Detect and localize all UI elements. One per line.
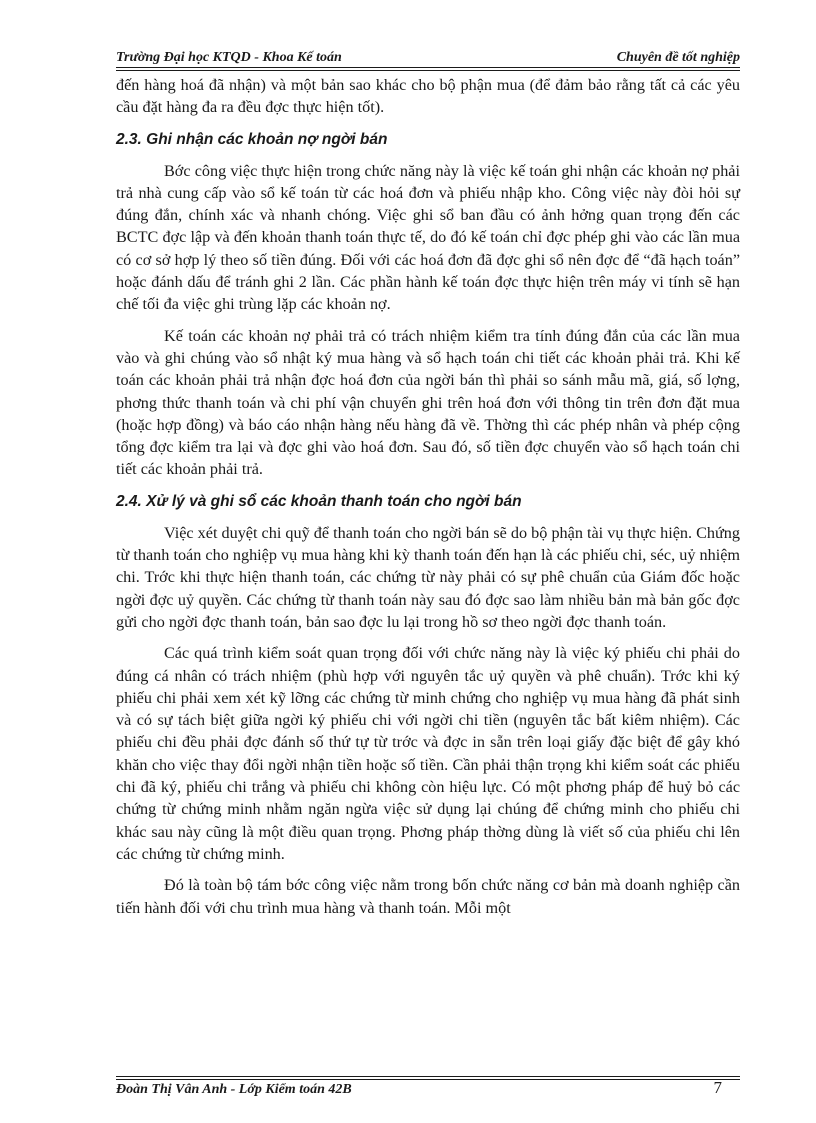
page-footer <box>116 1078 740 1104</box>
footer-rule <box>116 1076 740 1080</box>
intro-paragraph: đến hàng hoá đã nhận) và một bản sao khác cho bộ phận mua (để đảm bảo rằng tất cả các yêu cầu đặt hàng đa ra đều đợc thực hiện tốt). <box>116 76 740 117</box>
section-2-3-paragraph-1: Bớc công việc thực hiện trong chức năng này là việc kế toán ghi nhận các khoản nợ phải trả nhà cung cấp vào sổ kế toán từ các hoá đơn và phiếu nhập kho. Công việc này đòi hỏi sự đúng đắn, chính xác và nhanh chóng. Việc ghi sổ ban đầu có ảnh hởng quan trọng đến các BCTC đợc lập và đến khoản thanh toán thực tế, do đó kế toán chỉ đợc phép ghi vào các lần mua có cơ sở hợp lý theo số tiền đúng. Đối với các hoá đơn đã đợc ghi sổ nên đợc để “đã hạch toán” hoặc đánh dấu để tránh ghi 2 lần. Các phần hành kế toán đợc thực hiện trên máy vi tính sẽ hạn chế tối đa việc ghi trùng lặp các khoản nợ. <box>116 161 740 314</box>
header-school: Trường Đại học KTQD - Khoa Kế toán <box>116 50 342 65</box>
section-heading-2-4: 2.4. Xử lý và ghi sổ các khoản thanh toán cho ngời bán <box>116 492 522 510</box>
section-heading-2-3: 2.3. Ghi nhận các khoản nợ ngời bán <box>116 130 388 148</box>
document-body <box>116 74 740 919</box>
header-title: Chuyên đề tốt nghiệp <box>616 50 740 65</box>
section-2-3-paragraph-2: Kế toán các khoản nợ phải trả có trách nhiệm kiểm tra tính đúng đắn của các lần mua vào và ghi chúng vào sổ nhật ký mua hàng và sổ hạch toán chi tiết các khoản phải trả. Khi kế toán các khoản phải trả nhận đợc hoá đơn của ngời bán thì phải so sánh mẫu mã, giá, số lợng, phơng thức thanh toán và chi phí vận chuyển ghi trên hoá đơn với thông tin trên đơn đặt mua (hoặc hợp đồng) và báo cáo nhận hàng nếu hàng đã về. Thờng thì các phép nhân và phép cộng tổng đợc kiểm tra lại và đợc ghi vào hoá đơn. Sau đó, số tiền đợc chuyển vào sổ hạch toán chi tiết các khoản phải trả. <box>116 326 740 479</box>
section-2-4-paragraph-3: Đó là toàn bộ tám bớc công việc nằm trong bốn chức năng cơ bản mà doanh nghiệp cần tiến hành đối với chu trình mua hàng và thanh toán. Mỗi một <box>116 876 740 917</box>
section-2-4-paragraph-1: Việc xét duyệt chi quỹ để thanh toán cho ngời bán sẽ do bộ phận tài vụ thực hiện. Chứng từ thanh toán cho nghiệp vụ mua hàng khi kỳ thanh toán đến hạn là các phiếu chi, séc, uỷ nhiệm chi. Trớc khi thực hiện thanh toán, các chứng từ này phải có sự phê chuẩn của Giám đốc hoặc ngời đợc uỷ quyền. Các chứng từ thanh toán này sau đó đợc sao làm nhiều bản mà bản gốc đợc gửi cho ngời đợc thanh toán, bản sao đợc lu lại trong hồ sơ theo ngời đợc thanh toán. <box>116 523 740 631</box>
header-rule <box>116 67 740 71</box>
page-number: 7 <box>713 1078 722 1097</box>
section-2-4-paragraph-2: Các quá trình kiểm soát quan trọng đối với chức năng này là việc ký phiếu chi phải do đúng cá nhân có trách nhiệm (phù hợp với nguyên tắc uỷ quyền và phê chuẩn). Trớc khi ký phiếu chi phải xem xét kỹ lỡng các chứng từ minh chứng cho nghiệp vụ mua hàng đã phát sinh và có sự tách biệt giữa ngời ký phiếu chi với ngời chi tiền (nguyên tắc bất kiêm nhiệm). Các phiếu chi đều phải đợc đánh số thứ tự từ trớc và đợc in sẵn trên loại giấy đặc biệt để gây khó khăn cho việc thay đổi ngời nhận tiền hoặc số tiền. Cần phải thận trọng khi kiểm soát các phiếu chi đã ký, phiếu chi trắng và phiếu chi không còn hiệu lực. Có một phơng pháp để huỷ bỏ các chứng từ chứng minh nhằm ngăn ngừa việc sử dụng lại chúng để chứng minh cho phiếu chi khác sau này cũng là một điều quan trọng. Phơng pháp thờng dùng là viết số của phiếu chi lên các chứng từ chứng minh. <box>116 644 740 863</box>
footer-author: Đoàn Thị Vân Anh - Lớp Kiểm toán 42B <box>116 1082 352 1097</box>
